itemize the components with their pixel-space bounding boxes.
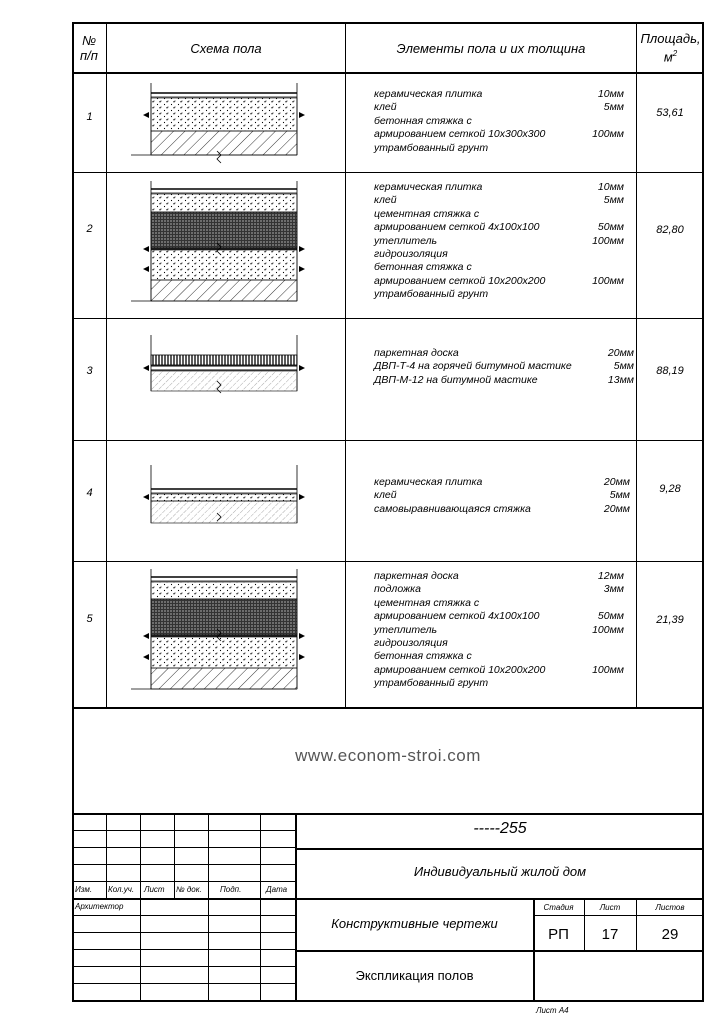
element-name: клей	[374, 194, 397, 207]
element-name: утеплитель	[374, 623, 438, 636]
tb-grid	[72, 915, 295, 916]
col-label: Подп.	[220, 885, 242, 894]
format-label: Лист А4	[536, 1006, 569, 1015]
element-name: гидроизоляция	[374, 637, 448, 649]
title-block-top	[72, 813, 704, 815]
header-scheme: Схема пола	[190, 40, 262, 56]
element-name: армированием сеткой 10х300х300	[374, 128, 546, 141]
stage-label: Стадия	[543, 903, 574, 912]
tb-grid	[72, 881, 295, 882]
row-num: 4	[86, 487, 93, 499]
scheme-2	[131, 181, 305, 301]
row-num: 5	[86, 613, 93, 625]
element-name: бетонная стяжка с	[374, 650, 472, 663]
row-area: 82,80	[656, 224, 684, 236]
table-bottom	[72, 707, 704, 709]
row-num: 3	[86, 365, 93, 377]
element-thickness: 10мм	[597, 181, 624, 193]
sheet-value: 17	[601, 926, 619, 943]
header-area	[637, 24, 704, 72]
sheet-label: Лист	[599, 903, 621, 912]
watermark: www.econom-stroi.com	[295, 746, 481, 765]
scheme-1	[131, 83, 305, 163]
tb-grid	[174, 813, 175, 898]
element-name: паркетная доска	[374, 570, 459, 582]
tb-divider	[533, 915, 704, 916]
element-thickness: 50мм	[597, 221, 624, 234]
tb-grid	[72, 847, 295, 848]
element-name: клей	[374, 489, 397, 502]
element-name: бетонная стяжка с	[374, 114, 472, 127]
element-name: керамическая плитка	[374, 88, 483, 100]
col-label: Изм.	[75, 885, 93, 894]
element-name: утеплитель	[374, 234, 438, 247]
element-thickness: 13мм	[607, 373, 634, 386]
element-name: бетонная стяжка с	[374, 261, 472, 274]
element-thickness: 20мм	[603, 476, 630, 488]
element-name: цементная стяжка с	[374, 596, 480, 609]
sheets-value: 29	[661, 926, 679, 943]
tb-divider	[72, 898, 704, 900]
element-name: подложка	[374, 583, 421, 596]
scheme-5	[131, 569, 305, 689]
row-area: 9,28	[659, 483, 681, 495]
element-thickness: 3мм	[603, 583, 624, 596]
col-label: Кол.уч.	[108, 885, 135, 894]
project-title: Индивидуальный жилой дом	[413, 864, 587, 879]
col-divider	[345, 22, 346, 708]
element-name: армированием сеткой 4х100х100	[374, 221, 540, 234]
element-thickness: 20мм	[607, 347, 634, 359]
element-name: армированием сеткой 10х200х200	[374, 663, 546, 676]
element-thickness: 50мм	[597, 610, 624, 623]
element-thickness: 10мм	[597, 88, 624, 100]
element-thickness: 100мм	[592, 274, 624, 287]
element-thickness: 20мм	[603, 502, 630, 515]
element-name: утрамбованный грунт	[374, 288, 489, 301]
header-elements: Элементы пола и их толщина	[396, 40, 586, 56]
scheme-4	[143, 465, 305, 523]
element-name: ДВП-Т-4 на горячей битумной мастике	[374, 360, 572, 373]
element-name: армированием сеткой 4х100х100	[374, 610, 540, 623]
tb-grid	[72, 864, 295, 865]
element-name: керамическая плитка	[374, 181, 483, 193]
col-label: № док.	[176, 885, 202, 894]
element-name: керамическая плитка	[374, 476, 483, 488]
tb-grid	[106, 813, 107, 898]
row-area: 21,39	[656, 614, 684, 626]
col-label: Лист	[144, 885, 165, 894]
sheets-label: Листов	[655, 903, 685, 912]
element-name: паркетная доска	[374, 347, 459, 359]
element-thickness: 5мм	[603, 194, 624, 207]
sheet-title: Экспликация полов	[355, 968, 474, 983]
element-thickness: 5мм	[603, 101, 624, 114]
tb-grid	[72, 966, 295, 967]
header-area-label: Площадь,	[640, 31, 701, 47]
tb-grid	[72, 932, 295, 933]
element-thickness: 12мм	[597, 570, 624, 582]
element-name: утрамбованный грунт	[374, 677, 489, 690]
role-label: Архитектор	[75, 902, 124, 911]
element-name: цементная стяжка с	[374, 207, 480, 220]
stage-value: РП	[548, 926, 569, 943]
floor-schemes	[107, 73, 345, 707]
header-num: № п/п	[80, 33, 98, 63]
element-thickness: 100мм	[592, 623, 624, 636]
element-name: гидроизоляция	[374, 248, 448, 260]
header-area-unit: $м^2$	[663, 49, 678, 65]
scheme-3	[143, 335, 305, 393]
tb-divider	[295, 848, 704, 850]
tb-grid	[208, 813, 209, 1002]
element-name: утрамбованный грунт	[374, 141, 489, 154]
tb-divider	[295, 950, 704, 952]
tb-grid	[260, 813, 261, 1002]
tb-grid	[140, 813, 141, 1002]
element-thickness: 100мм	[592, 663, 624, 676]
section-title: Конструктивные чертежи	[331, 916, 498, 931]
row-num: 1	[86, 111, 93, 123]
element-thickness: 5мм	[613, 360, 634, 373]
row-num: 2	[86, 223, 93, 235]
element-name: армированием сеткой 10х200х200	[374, 274, 546, 287]
row-area: 53,61	[656, 107, 684, 119]
element-name: самовыравнивающаяся стяжка	[374, 502, 531, 515]
tb-grid	[72, 949, 295, 950]
tb-grid	[72, 830, 295, 831]
element-thickness: 100мм	[592, 128, 624, 141]
drawing-code: -----255	[473, 820, 527, 837]
element-thickness: 100мм	[592, 234, 624, 247]
element-name: ДВП-М-12 на битумной мастике	[374, 373, 538, 386]
tb-divider	[533, 898, 535, 1002]
tb-grid	[72, 983, 295, 984]
element-name: клей	[374, 101, 397, 114]
col-label: Дата	[266, 885, 288, 894]
row-area: 88,19	[656, 365, 684, 377]
element-thickness: 5мм	[609, 489, 630, 502]
